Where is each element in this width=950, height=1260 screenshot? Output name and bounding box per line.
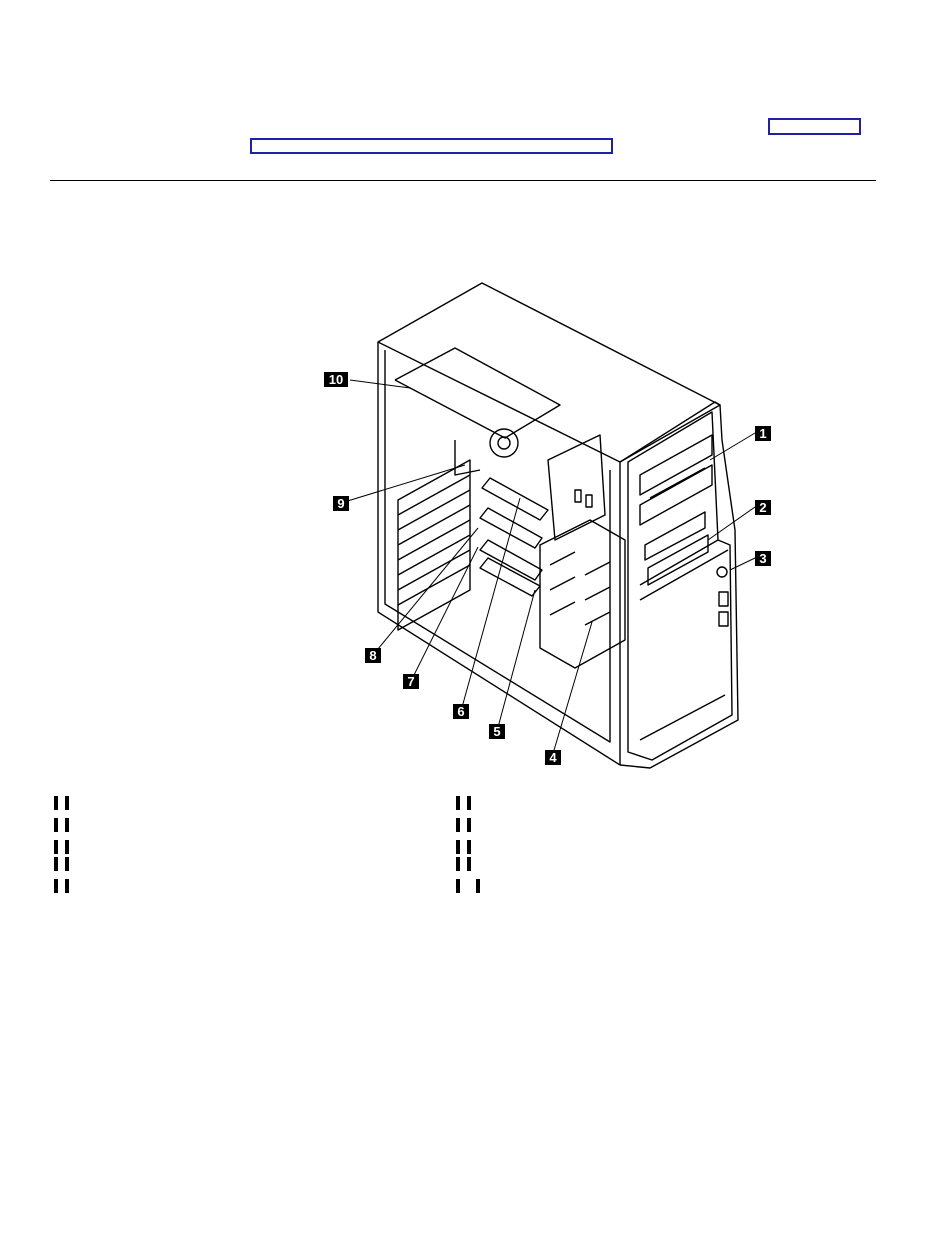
callout-3: 3 [755, 551, 771, 566]
callout-5: 5 [489, 724, 505, 739]
callout-7: 7 [403, 674, 419, 689]
legend-marker [456, 879, 478, 893]
drive-cage [540, 520, 625, 668]
legend-marker [54, 840, 76, 854]
legend-marker [456, 857, 478, 871]
case-left-edge [378, 342, 620, 765]
legend-marker [456, 796, 478, 810]
callout-4: 4 [545, 750, 561, 765]
legend-marker [54, 879, 76, 893]
legend-marker [456, 840, 478, 854]
expansion-slots [398, 460, 470, 630]
legend-marker [54, 818, 76, 832]
fan [490, 429, 518, 457]
case-top [378, 283, 720, 462]
callout-6: 6 [453, 704, 469, 719]
legend-marker [456, 818, 478, 832]
power-supply [395, 348, 560, 438]
adapter-card-a [482, 478, 548, 520]
callout-2: 2 [755, 500, 771, 515]
callout-10: 10 [324, 372, 348, 387]
callout-9: 9 [333, 496, 349, 511]
drive-bay-2 [640, 465, 712, 525]
legend-marker [54, 796, 76, 810]
legend-marker [54, 857, 76, 871]
callout-8: 8 [365, 648, 381, 663]
callout-1: 1 [755, 426, 771, 441]
adapter-card-b [480, 508, 542, 548]
